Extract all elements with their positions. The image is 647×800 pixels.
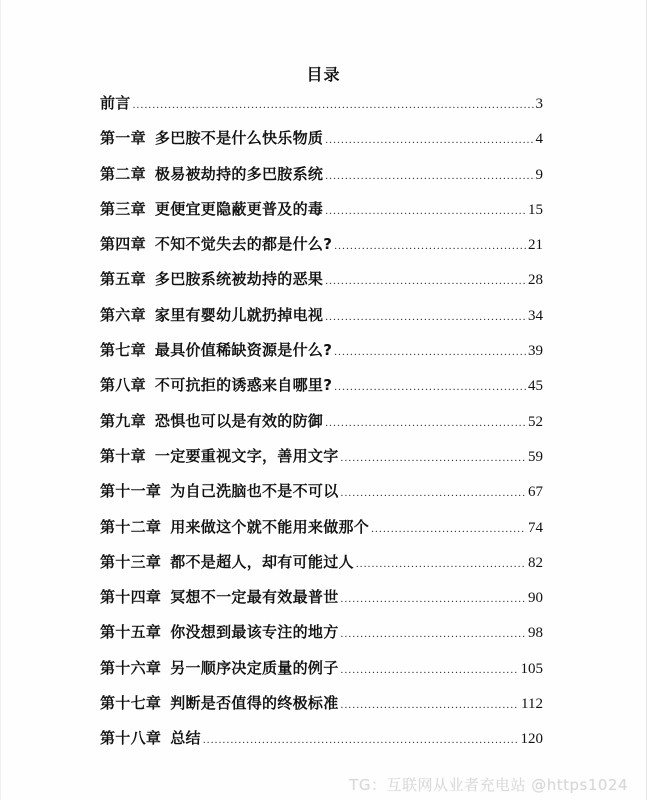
- watermark: TG：互联网从业者充电站 @https1024: [349, 776, 628, 794]
- dot-leader: [341, 452, 526, 464]
- dot-leader: [325, 170, 533, 182]
- chapter-number: 第一章: [100, 129, 146, 148]
- entry-title: 多巴胺不是什么快乐物质: [154, 129, 324, 148]
- chapter-number: 第十一章: [100, 482, 162, 501]
- dot-leader: [341, 593, 526, 605]
- entry-label: [100, 621, 339, 642]
- page-number: 90: [528, 590, 543, 607]
- page-number: 21: [528, 237, 543, 254]
- dot-leader: [334, 381, 526, 393]
- toc-entry[interactable]: [100, 727, 543, 762]
- dot-leader: [133, 99, 534, 111]
- entry-label: [100, 727, 201, 748]
- toc-entry[interactable]: [100, 586, 543, 621]
- dot-leader: [325, 311, 526, 323]
- chapter-number: 第八章: [100, 376, 146, 395]
- entry-label: [100, 374, 332, 395]
- toc-entry[interactable]: [100, 233, 543, 268]
- chapter-number: 第十章: [100, 446, 146, 465]
- entry-title: 都不是超人，却有可能过人: [170, 552, 354, 571]
- toc-entry[interactable]: [100, 304, 543, 339]
- entry-title: 家里有婴幼儿就扔掉电视: [154, 305, 324, 324]
- page-number: 52: [528, 413, 543, 430]
- dot-leader: [203, 734, 519, 746]
- page-number: 3: [535, 96, 543, 112]
- dot-leader: [341, 664, 519, 676]
- toc-entry[interactable]: [100, 410, 543, 445]
- page-number: 98: [528, 625, 543, 642]
- chapter-number: 第六章: [100, 305, 146, 324]
- entry-label: [100, 516, 369, 537]
- entry-label: [100, 445, 339, 466]
- entry-title: 总结: [170, 729, 201, 748]
- chapter-number: 第十八章: [100, 729, 162, 748]
- page-number: 45: [528, 378, 543, 395]
- page-number: 82: [528, 554, 543, 571]
- toc-entry[interactable]: [100, 657, 543, 692]
- chapter-number: 第十三章: [100, 552, 162, 571]
- entry-title: 用来做这个就不能用来做那个: [170, 517, 370, 536]
- chapter-number: 第十七章: [100, 694, 162, 713]
- page-number: 34: [528, 307, 543, 324]
- entry-title: 前言: [100, 94, 131, 112]
- dot-leader: [325, 134, 533, 146]
- page-number: 67: [528, 484, 543, 501]
- chapter-number: 第九章: [100, 411, 146, 430]
- entry-label: [100, 304, 323, 325]
- chapter-number: 第十五章: [100, 623, 162, 642]
- entry-label: [100, 657, 339, 678]
- page-number: 4: [535, 131, 543, 148]
- dot-leader: [334, 346, 526, 358]
- entry-title: 极易被劫持的多巴胺系统: [154, 164, 324, 183]
- entry-label: [100, 692, 339, 713]
- chapter-number: 第五章: [100, 270, 146, 289]
- dot-leader: [341, 487, 526, 499]
- chapter-number: 第三章: [100, 199, 146, 218]
- chapter-number: 第十六章: [100, 658, 162, 677]
- entry-title: 不可抗拒的诱惑来自哪里?: [154, 376, 333, 395]
- toc-entry-preface[interactable]: [100, 92, 543, 127]
- entry-label: [100, 92, 131, 113]
- entry-title: 判断是否值得的终极标准: [170, 694, 339, 713]
- toc-entry[interactable]: [100, 516, 543, 551]
- dot-leader: [325, 275, 526, 287]
- dot-leader: [334, 240, 526, 252]
- toc-title: 目录: [306, 65, 341, 84]
- dot-leader: [325, 417, 526, 429]
- page-number: 39: [528, 343, 543, 360]
- page-number: 112: [521, 696, 543, 713]
- page-number: 9: [535, 166, 543, 183]
- entry-title: 更便宜更隐蔽更普及的毒: [154, 199, 324, 218]
- toc-entry[interactable]: [100, 551, 543, 586]
- toc-entry[interactable]: [100, 163, 543, 198]
- toc-entry[interactable]: [100, 198, 543, 233]
- toc-entry[interactable]: [100, 445, 543, 480]
- entry-title: 多巴胺系统被劫持的恶果: [154, 270, 324, 289]
- entry-label: [100, 268, 323, 289]
- toc-entry[interactable]: [100, 480, 543, 515]
- toc-entry[interactable]: [100, 374, 543, 409]
- entry-title: 冥想不一定最有效最普世: [170, 588, 339, 607]
- toc-entry[interactable]: [100, 339, 543, 374]
- table-of-contents: [100, 92, 543, 763]
- entry-label: [100, 410, 323, 431]
- dot-leader: [341, 699, 520, 711]
- dot-leader: [341, 628, 526, 640]
- chapter-number: 第四章: [100, 235, 146, 254]
- toc-entry[interactable]: [100, 127, 543, 162]
- page-number: 59: [528, 448, 543, 465]
- chapter-number: 第十二章: [100, 517, 162, 536]
- page-number: 74: [528, 519, 543, 536]
- chapter-number: 第十四章: [100, 588, 162, 607]
- entry-label: [100, 233, 332, 254]
- page-number: 120: [520, 731, 543, 748]
- entry-title: 另一顺序决定质量的例子: [170, 658, 339, 677]
- toc-entry[interactable]: [100, 621, 543, 656]
- entry-title: 恐惧也可以是有效的防御: [154, 411, 324, 430]
- entry-label: [100, 163, 323, 184]
- entry-title: 不知不觉失去的都是什么?: [154, 235, 333, 254]
- entry-title: 你没想到最该专注的地方: [170, 623, 339, 642]
- entry-label: [100, 339, 332, 360]
- entry-title: 为自己洗脑也不是不可以: [170, 482, 339, 501]
- page-number: 28: [528, 272, 543, 289]
- dot-leader: [371, 523, 526, 535]
- entry-title: 一定要重视文字，善用文字: [154, 446, 339, 465]
- entry-label: [100, 586, 339, 607]
- entry-label: [100, 551, 354, 572]
- dot-leader: [325, 205, 526, 217]
- toc-entry[interactable]: [100, 692, 543, 727]
- entry-label: [100, 480, 339, 501]
- chapter-number: 第二章: [100, 164, 146, 183]
- entry-label: [100, 127, 323, 148]
- entry-title: 最具价值稀缺资源是什么?: [154, 341, 333, 360]
- dot-leader: [356, 558, 526, 570]
- chapter-number: 第七章: [100, 341, 146, 360]
- page-number: 105: [520, 660, 543, 677]
- entry-label: [100, 198, 323, 219]
- page-number: 15: [528, 201, 543, 218]
- toc-entry[interactable]: [100, 268, 543, 303]
